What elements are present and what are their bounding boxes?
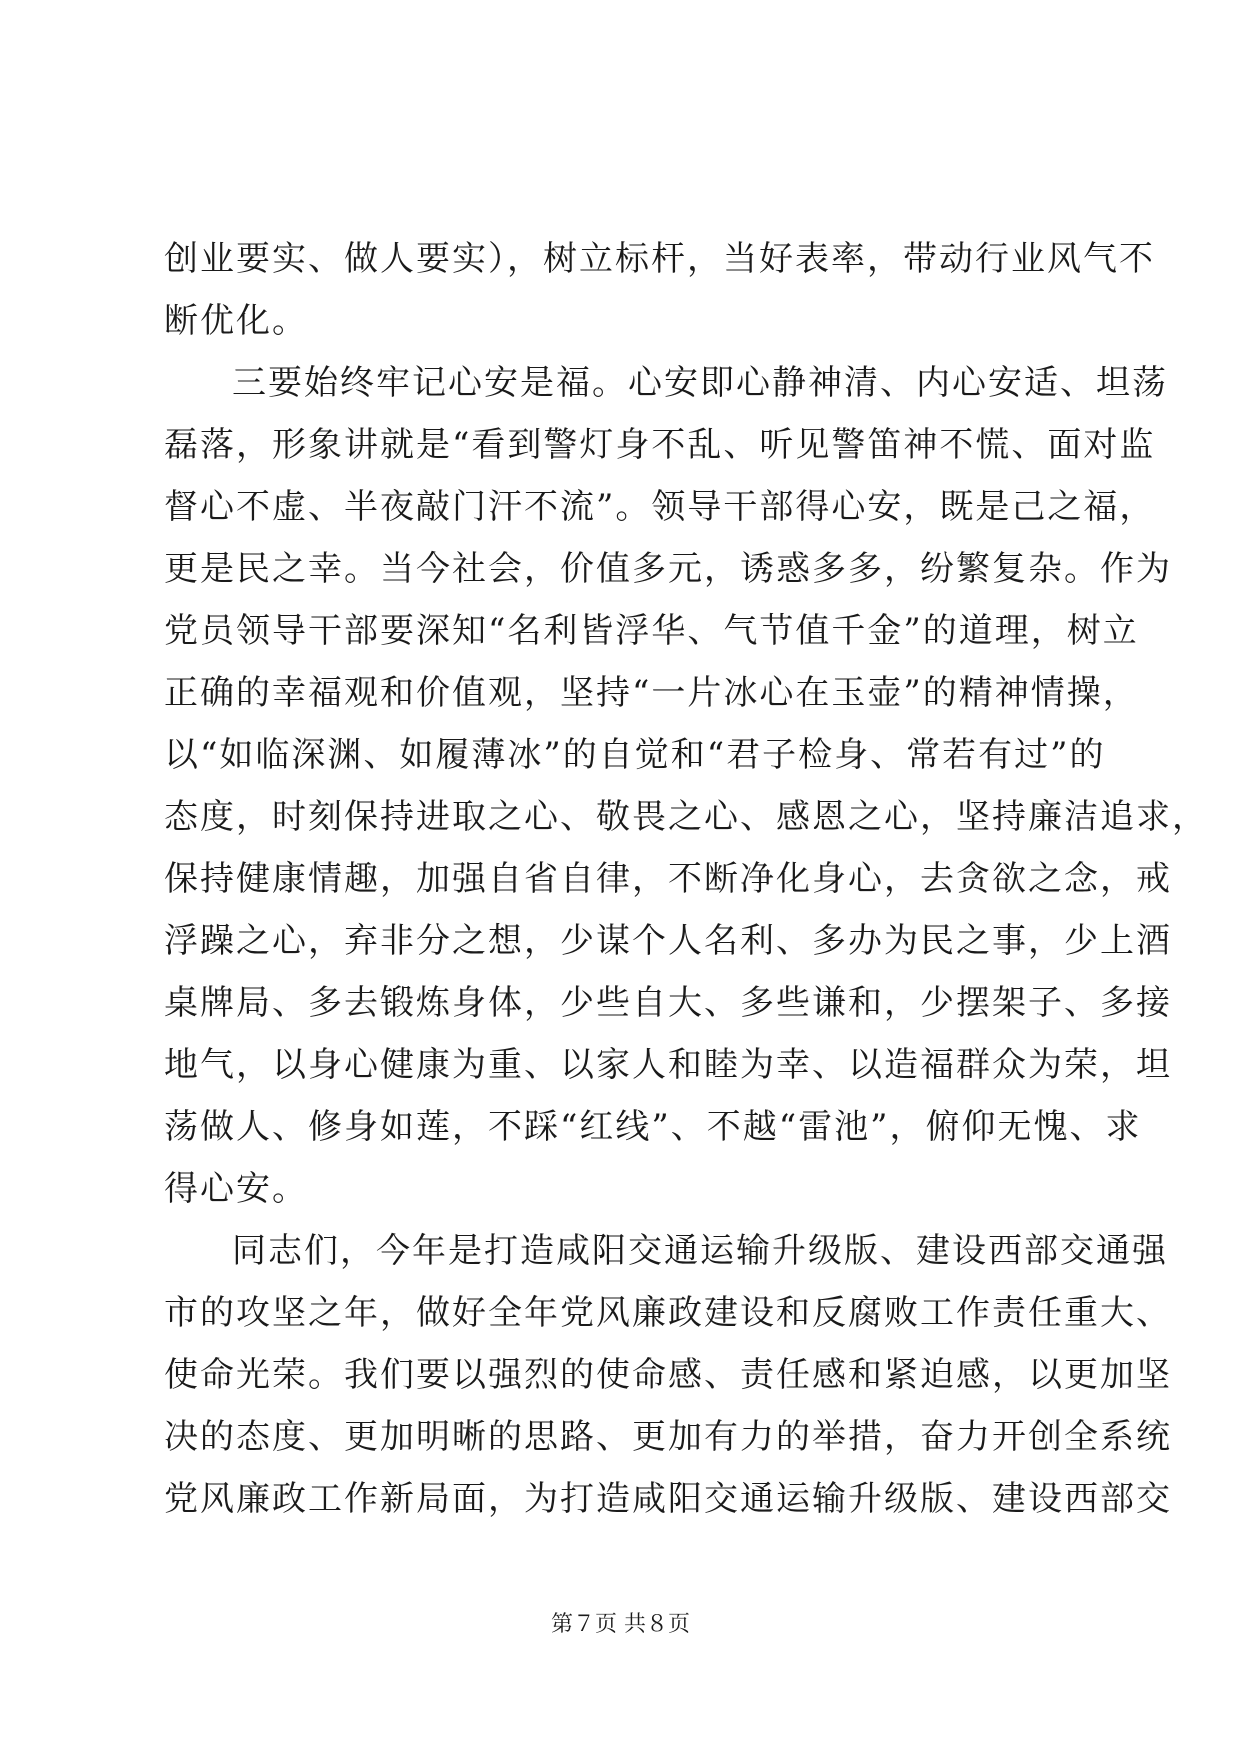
- text-line: 三要始终牢记心安是福。心安即心静神清、内心安适、坦荡: [232, 363, 1168, 403]
- text-line: 荡做人、修身如莲，不踩“红线”、不越“雷池”，俯仰无愧、求: [164, 1107, 1142, 1147]
- text-line: 浮躁之心，弃非分之想，少谋个人名利、多办为民之事，少上酒: [164, 921, 1172, 961]
- text-line: 同志们，今年是打造咸阳交通运输升级版、建设西部交通强: [232, 1231, 1168, 1271]
- text-line: 决的态度、更加明晰的思路、更加有力的举措，奋力开创全系统: [164, 1417, 1172, 1457]
- text-line: 保持健康情趣，加强自省自律，不断净化身心，去贪欲之念，戒: [164, 859, 1172, 899]
- text-line: 桌牌局、多去锻炼身体，少些自大、多些谦和，少摆架子、多接: [164, 983, 1172, 1023]
- text-line: 以“如临深渊、如履薄冰”的自觉和“君子检身、常若有过”的: [164, 735, 1106, 775]
- text-line: 督心不虚、半夜敲门汗不流”。领导干部得心安，既是己之福，: [164, 487, 1156, 527]
- text-line: 更是民之幸。当今社会，价值多元，诱惑多多，纷繁复杂。作为: [164, 549, 1172, 589]
- text-line: 创业要实、做人要实），树立标杆，当好表率，带动行业风气不: [164, 239, 1155, 279]
- body-text: [164, 228, 1208, 1530]
- text-line: 使命光荣。我们要以强烈的使命感、责任感和紧迫感，以更加坚: [164, 1355, 1172, 1395]
- text-line: 市的攻坚之年，做好全年党风廉政建设和反腐败工作责任重大、: [164, 1293, 1172, 1333]
- text-line: 态度，时刻保持进取之心、敬畏之心、感恩之心，坚持廉洁追求，: [164, 797, 1208, 837]
- text-line: 正确的幸福观和价值观，坚持“一片冰心在玉壶”的精神情操，: [164, 673, 1139, 713]
- text-line: 党风廉政工作新局面，为打造咸阳交通运输升级版、建设西部交: [164, 1479, 1172, 1519]
- text-line: 得心安。: [164, 1169, 308, 1209]
- page-footer: 第７页 共８页: [551, 1612, 690, 1637]
- text-line: 党员领导干部要深知“名利皆浮华、气节值千金”的道理，树立: [164, 611, 1139, 651]
- text-line: 地气，以身心健康为重、以家人和睦为幸、以造福群众为荣，坦: [164, 1045, 1172, 1085]
- text-line: 断优化。: [164, 301, 308, 341]
- text-line: 磊落，形象讲就是“看到警灯身不乱、听见警笛神不慌、面对监: [164, 425, 1156, 465]
